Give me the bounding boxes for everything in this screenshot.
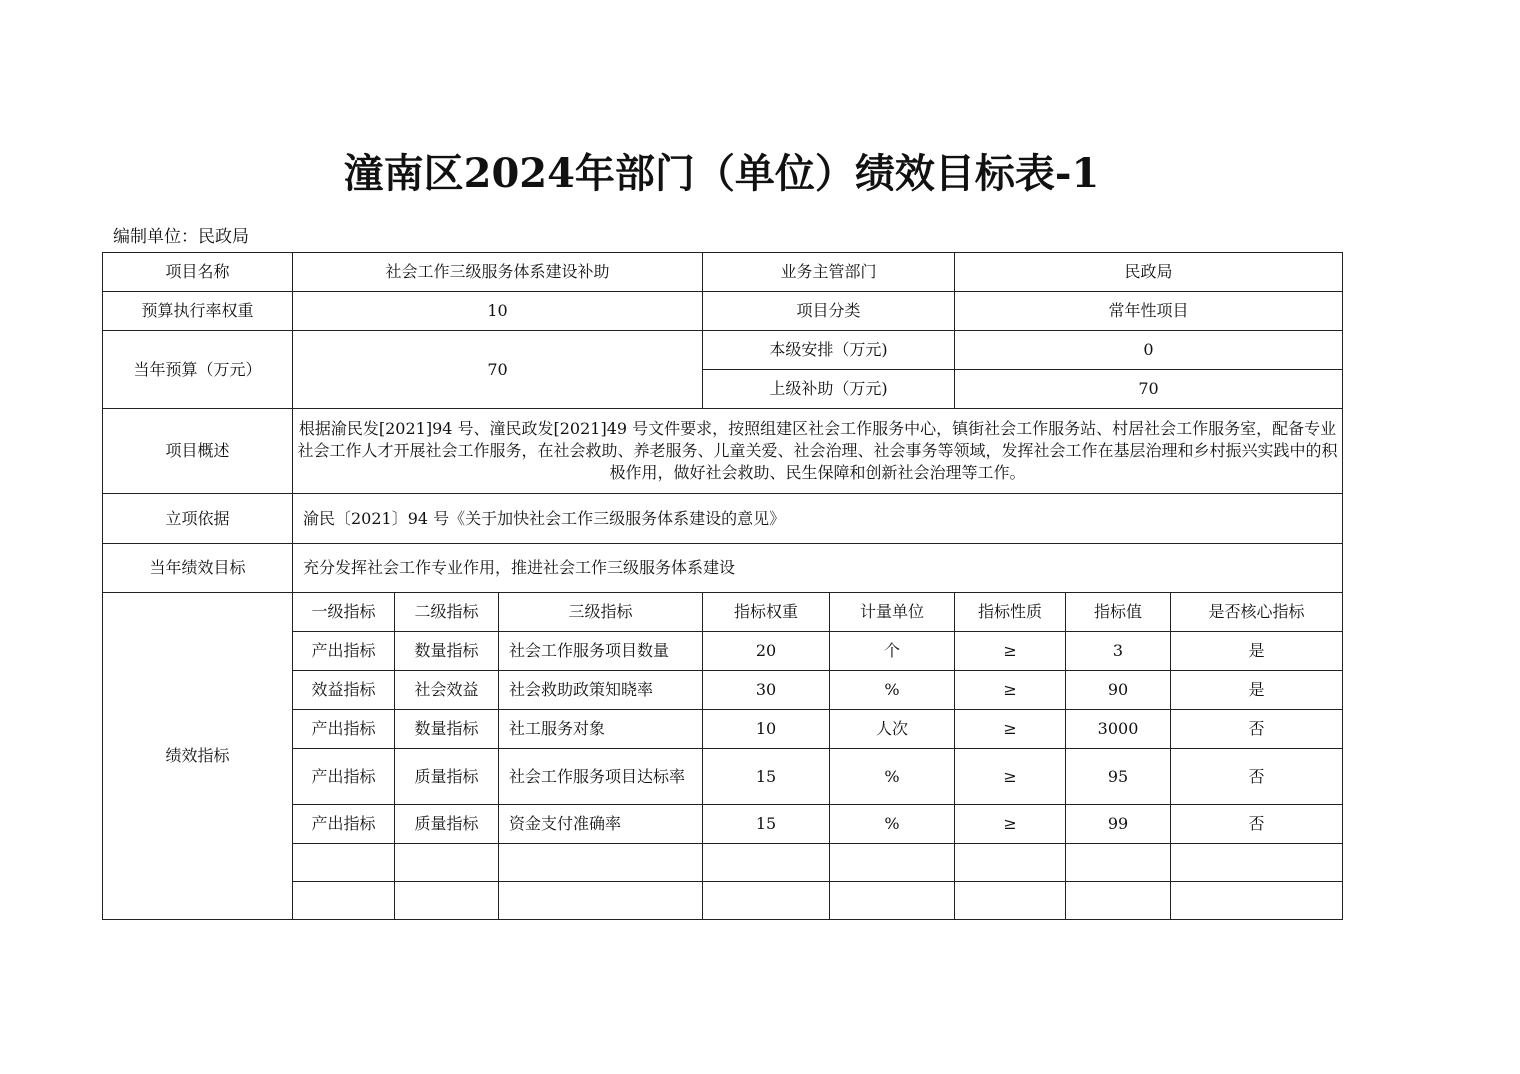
indicator-weight: 10 <box>703 710 830 749</box>
local-value: 0 <box>955 331 1343 370</box>
indicator-weight: 30 <box>703 671 830 710</box>
indicator-weight: 15 <box>703 749 830 805</box>
indicator-level2: 数量指标 <box>395 632 499 671</box>
budget-label: 当年预算（万元） <box>103 331 293 409</box>
empty-cell <box>395 844 499 882</box>
indicator-level2: 数量指标 <box>395 710 499 749</box>
upper-value: 70 <box>955 370 1343 409</box>
col-nature: 指标性质 <box>955 593 1066 632</box>
row-goal <box>103 544 1343 593</box>
col-weight: 指标权重 <box>703 593 830 632</box>
indicator-core: 否 <box>1171 805 1343 844</box>
indicator-value: 90 <box>1066 671 1171 710</box>
indicator-weight: 20 <box>703 632 830 671</box>
category-label: 项目分类 <box>703 292 955 331</box>
basis-text: 渝民〔2021〕94 号《关于加快社会工作三级服务体系建设的意见》 <box>293 494 1343 544</box>
indicator-nature: ≥ <box>955 671 1066 710</box>
local-label: 本级安排（万元) <box>703 331 955 370</box>
performance-target-table <box>102 252 1343 920</box>
empty-cell <box>293 844 395 882</box>
indicator-level3: 社会救助政策知晓率 <box>499 671 703 710</box>
indicator-header-row <box>103 593 1343 632</box>
indicator-level1: 产出指标 <box>293 749 395 805</box>
upper-label: 上级补助（万元) <box>703 370 955 409</box>
indicator-core: 否 <box>1171 710 1343 749</box>
row-basis <box>103 494 1343 544</box>
weight-value: 10 <box>293 292 703 331</box>
col-core: 是否核心指标 <box>1171 593 1343 632</box>
indicator-level3: 社会工作服务项目数量 <box>499 632 703 671</box>
indicator-value: 99 <box>1066 805 1171 844</box>
col-value: 指标值 <box>1066 593 1171 632</box>
indicator-level1: 效益指标 <box>293 671 395 710</box>
empty-cell <box>1066 844 1171 882</box>
indicator-unit: % <box>830 805 955 844</box>
indicator-core: 否 <box>1171 749 1343 805</box>
category-value: 常年性项目 <box>955 292 1343 331</box>
indicator-level1: 产出指标 <box>293 805 395 844</box>
compiling-unit-value: 民政局 <box>198 227 249 247</box>
row-budget-local <box>103 331 1343 370</box>
empty-cell <box>830 844 955 882</box>
row-weight <box>103 292 1343 331</box>
weight-label: 预算执行率权重 <box>103 292 293 331</box>
dept-label: 业务主管部门 <box>703 253 955 292</box>
overview-label: 项目概述 <box>103 409 293 494</box>
compiling-unit-label: 编制单位： <box>113 227 198 247</box>
project-name-label: 项目名称 <box>103 253 293 292</box>
overview-text: 根据渝民发[2021]94 号、潼民政发[2021]49 号文件要求，按照组建区社会工作服务中心，镇街社会工作服务站、村居社会工作服务室，配备专业社会工作人才开展社会工作服务，在社会救助、养老服务、儿童关爱、社会治理、社会事务等领域，发挥社会工作在基层治理和乡村振兴实践中的积极作用，做好社会救助、民生保障和创新社会治理等工作。 <box>293 409 1343 494</box>
col-level3: 三级指标 <box>499 593 703 632</box>
col-level2: 二级指标 <box>395 593 499 632</box>
indicator-core: 是 <box>1171 671 1343 710</box>
empty-cell <box>395 882 499 920</box>
empty-cell <box>1171 844 1343 882</box>
basis-label: 立项依据 <box>103 494 293 544</box>
indicator-weight: 15 <box>703 805 830 844</box>
indicator-level2: 质量指标 <box>395 749 499 805</box>
indicator-nature: ≥ <box>955 805 1066 844</box>
indicator-level1: 产出指标 <box>293 710 395 749</box>
dept-value: 民政局 <box>955 253 1343 292</box>
indicator-nature: ≥ <box>955 749 1066 805</box>
page-title: 潼南区2024年部门（单位）绩效目标表-1 <box>343 150 1100 197</box>
indicator-unit: % <box>830 749 955 805</box>
indicator-nature: ≥ <box>955 710 1066 749</box>
indicator-level1: 产出指标 <box>293 632 395 671</box>
indicator-level3: 社会工作服务项目达标率 <box>499 749 703 805</box>
indicator-level2: 社会效益 <box>395 671 499 710</box>
indicator-value: 3 <box>1066 632 1171 671</box>
empty-cell <box>703 882 830 920</box>
project-name-value: 社会工作三级服务体系建设补助 <box>293 253 703 292</box>
empty-cell <box>1066 882 1171 920</box>
empty-cell <box>499 844 703 882</box>
budget-value: 70 <box>293 331 703 409</box>
goal-text: 充分发挥社会工作专业作用，推进社会工作三级服务体系建设 <box>293 544 1343 593</box>
indicator-core: 是 <box>1171 632 1343 671</box>
indicator-level3: 资金支付准确率 <box>499 805 703 844</box>
indicator-nature: ≥ <box>955 632 1066 671</box>
empty-cell <box>703 844 830 882</box>
indicator-level3: 社工服务对象 <box>499 710 703 749</box>
empty-cell <box>955 882 1066 920</box>
indicator-value: 95 <box>1066 749 1171 805</box>
indicator-level2: 质量指标 <box>395 805 499 844</box>
indicators-label: 绩效指标 <box>103 593 293 920</box>
compiling-unit <box>113 222 249 247</box>
row-overview <box>103 409 1343 494</box>
col-unit: 计量单位 <box>830 593 955 632</box>
empty-cell <box>293 882 395 920</box>
empty-cell <box>1171 882 1343 920</box>
indicator-unit: 个 <box>830 632 955 671</box>
empty-cell <box>499 882 703 920</box>
empty-cell <box>955 844 1066 882</box>
indicator-unit: 人次 <box>830 710 955 749</box>
empty-cell <box>830 882 955 920</box>
row-project-name <box>103 253 1343 292</box>
col-level1: 一级指标 <box>293 593 395 632</box>
indicator-value: 3000 <box>1066 710 1171 749</box>
goal-label: 当年绩效目标 <box>103 544 293 593</box>
indicator-unit: % <box>830 671 955 710</box>
